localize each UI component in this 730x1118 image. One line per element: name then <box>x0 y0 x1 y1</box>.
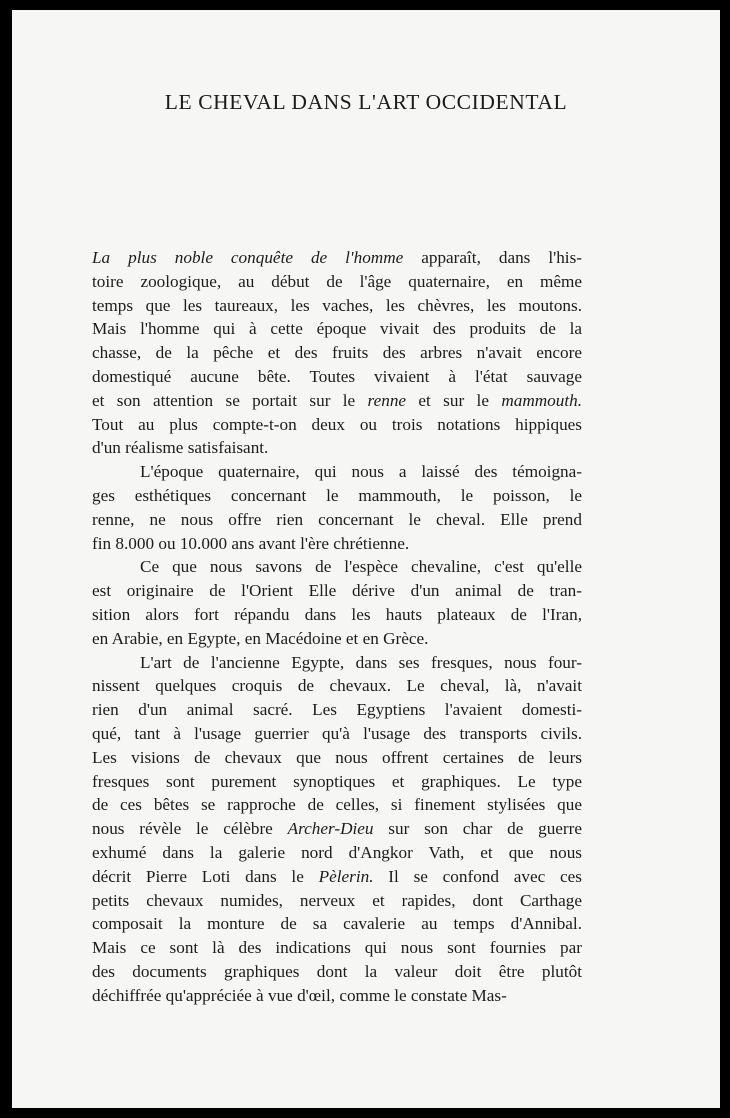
text-segment: exhumé dans la galerie nord d'Angkor Vath, et que nous <box>92 842 582 862</box>
text-segment: est originaire de l'Orient Elle dérive d'un animal de tran- <box>92 581 582 601</box>
text-line <box>92 389 582 413</box>
italic-text: La plus noble conquête de l'homme <box>92 248 404 267</box>
text-line <box>92 508 582 532</box>
text-line <box>92 532 582 556</box>
text-line <box>92 817 582 841</box>
text-line <box>92 627 582 651</box>
text-line <box>92 413 582 437</box>
text-line <box>92 579 582 603</box>
book-page <box>12 10 720 1108</box>
text-line <box>92 294 582 318</box>
text-segment: Mais l'homme qui à cette époque vivait des produits de la <box>92 319 582 339</box>
text-segment: et sur le <box>406 390 502 410</box>
text-line <box>92 603 582 627</box>
text-segment: Mais ce sont là des indications qui nous sont fournies par <box>92 938 582 958</box>
text-segment: ges esthétiques concernant le mammouth, le poisson, le <box>92 485 582 505</box>
text-segment: des documents graphiques dont la valeur doit être plutôt <box>92 961 582 981</box>
text-line <box>92 460 582 484</box>
text-line <box>92 365 582 389</box>
text-segment: décrit Pierre Loti dans le <box>92 866 319 886</box>
text-segment: renne, ne nous offre rien concernant le cheval. Elle prend <box>92 509 582 529</box>
text-segment: nous révèle le célèbre <box>92 819 288 839</box>
italic-text: mammouth. <box>501 390 582 410</box>
text-segment: qué, tant à l'usage guerrier qu'à l'usage des transports civils. <box>92 723 582 743</box>
text-line <box>92 960 582 984</box>
text-line <box>92 770 582 794</box>
paragraph <box>92 460 582 555</box>
text-segment: Tout au plus compte-t-on deux ou trois notations hippiques <box>92 414 582 434</box>
text-line <box>92 865 582 889</box>
text-segment: en Arabie, en Egypte, en Macédoine et en Grèce. <box>92 628 429 648</box>
text-line <box>92 674 582 698</box>
text-segment: nissent quelques croquis de chevaux. Le cheval, là, n'avait <box>92 676 582 696</box>
text-line <box>92 793 582 817</box>
text-line <box>92 936 582 960</box>
text-segment: fresques sont purement synoptiques et graphiques. Le type <box>92 771 582 791</box>
page-title: LE CHEVAL DANS L'ART OCCIDENTAL <box>164 90 568 114</box>
text-line <box>92 722 582 746</box>
text-segment: fin 8.000 ou 10.000 ans avant l'ère chrétienne. <box>92 533 410 553</box>
paragraph <box>92 651 582 1008</box>
text-line <box>92 912 582 936</box>
text-line <box>92 746 582 770</box>
text-segment: Ce que nous savons de l'espèce chevaline, c'est qu'elle <box>140 557 582 577</box>
text-line <box>92 270 582 294</box>
text-line <box>92 317 582 341</box>
italic-text: renne <box>367 390 407 410</box>
text-line <box>92 436 582 460</box>
text-segment: Il se confond avec ces <box>373 866 582 886</box>
text-segment: sur son char de guerre <box>373 819 582 839</box>
text-line <box>92 984 582 1008</box>
text-segment: petits chevaux numides, nerveux et rapides, dont Carthage <box>92 890 582 910</box>
text-segment: sition alors fort répandu dans les hauts plateaux de l'Iran, <box>92 604 582 624</box>
text-line <box>92 889 582 913</box>
text-segment: apparaît, dans l'his- <box>403 248 582 267</box>
text-segment: L'époque quaternaire, qui nous a laissé des témoigna- <box>140 462 582 482</box>
text-segment: temps que les taureaux, les vaches, les chèvres, les moutons. <box>92 295 582 315</box>
text-segment: et son attention se portait sur le <box>92 390 368 410</box>
text-segment: de ces bêtes se rapproche de celles, si finement stylisées que <box>92 795 582 815</box>
paragraph <box>92 246 582 460</box>
text-line <box>92 698 582 722</box>
text-line <box>92 651 582 675</box>
text-segment: chasse, de la pêche et des fruits des arbres n'avait encore <box>92 343 582 363</box>
text-line <box>92 341 582 365</box>
text-segment: domestiqué aucune bête. Toutes vivaient à l'état sauvage <box>92 366 582 386</box>
text-segment: composait la monture de sa cavalerie au temps d'Annibal. <box>92 914 582 934</box>
text-line <box>92 484 582 508</box>
text-line <box>92 246 582 270</box>
text-segment: Les visions de chevaux que nous offrent certaines de leurs <box>92 747 582 767</box>
paragraph <box>92 555 582 650</box>
text-line <box>92 555 582 579</box>
text-segment: déchiffrée qu'appréciée à vue d'œil, comme le constate Mas- <box>92 985 507 1005</box>
italic-text: Pèlerin. <box>318 866 374 886</box>
italic-text: Archer-Dieu <box>287 819 374 839</box>
text-segment: d'un réalisme satisfaisant. <box>92 438 269 458</box>
text-segment: L'art de l'ancienne Egypte, dans ses fresques, nous four- <box>140 652 582 672</box>
body-text <box>92 246 582 1008</box>
text-line <box>92 841 582 865</box>
text-segment: toire zoologique, au début de l'âge quaternaire, en même <box>92 271 582 291</box>
text-segment: rien d'un animal sacré. Les Egyptiens l'avaient domesti- <box>92 700 582 720</box>
